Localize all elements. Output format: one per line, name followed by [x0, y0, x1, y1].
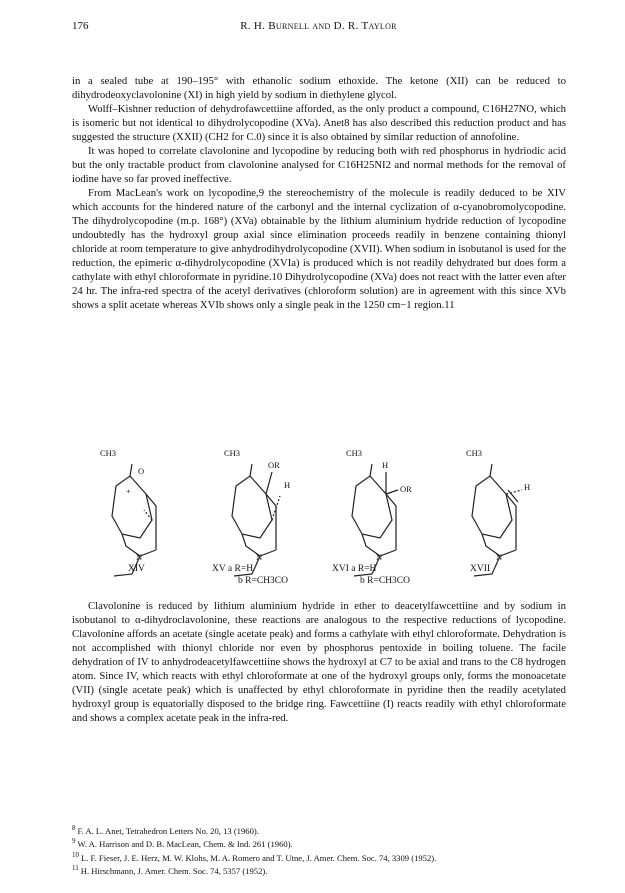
footnote-mark: 10	[72, 850, 79, 859]
label-hydrogen: H	[284, 480, 291, 490]
label-hydrogen: H	[382, 460, 389, 470]
label-or: OR	[268, 460, 280, 470]
caption-xv-b: b R=CH3CO	[238, 576, 288, 586]
caption-xv-a: XV a R=H	[212, 564, 254, 574]
structure-drawings	[100, 446, 560, 586]
footnote	[72, 836, 566, 849]
footnote-text: H. Hirschmann, J. Amer. Chem. Soc. 74, 5357 (1952).	[80, 865, 268, 876]
footnote	[72, 863, 566, 876]
label-ch3: CH3	[100, 448, 117, 458]
label-ch3: CH3	[346, 448, 363, 458]
paragraph: in a sealed tube at 190–195° with ethanolic sodium ethoxide. The ketone (XII) can be reduced to dihydrodeoxyclavolonine (XI) in high yield by sodium in diethylene glycol.	[72, 75, 566, 101]
page-header	[72, 20, 565, 36]
running-title: R. H. Burnell and D. R. Taylor	[240, 20, 397, 32]
body-text-lower	[72, 599, 566, 725]
label-ch3: CH3	[224, 448, 241, 458]
footnotes	[72, 823, 566, 876]
footnote-mark: 9	[72, 837, 76, 846]
caption-xvii: XVII	[470, 564, 491, 574]
page-number: 176	[72, 20, 89, 32]
caption-xvi-b: b R=CH3CO	[360, 576, 410, 586]
label-plus: +	[126, 486, 131, 496]
label-nitrogen: N	[376, 552, 383, 562]
label-nitrogen: N	[496, 552, 503, 562]
paragraph: Wolff–Kishner reduction of dehydrofawcettiine afforded, as the only product a compound, C16H27NO, which is isomeric but not identical to dihydrolycopodine (XVa). Anet8 has also described this reduction product and has suggested the structure (XXII) (CH2 for C.0) since it is also obtained by similar reduction of annofoline.	[72, 103, 566, 143]
chemical-structures-figure	[100, 446, 560, 586]
footnote-text: W. A. Harrison and D. B. MacLean, Chem. & Ind. 261 (1960).	[77, 839, 293, 850]
body-text-upper	[72, 74, 566, 312]
label-oxygen: O	[138, 466, 145, 476]
footnote	[72, 850, 566, 863]
footnote-text: F. A. L. Anet, Tetrahedron Letters No. 20, 13 (1960).	[77, 825, 259, 836]
footnote	[72, 823, 566, 836]
paragraph: It was hoped to correlate clavolonine and lycopodine by reducing both with red phosphorus in hydriodic acid but the only tractable product from clavolonine analysed for C16H25NI2 and normal methods for the removal of iodine have so far proved ineffective.	[72, 145, 566, 185]
label-nitrogen: N	[256, 552, 263, 562]
footnote-mark: 8	[72, 824, 76, 832]
caption-xiv: XIV	[128, 564, 145, 574]
structure-xiv	[112, 464, 156, 576]
label-nitrogen: N	[136, 552, 143, 562]
caption-xvi-a: XVI a R=H	[332, 564, 377, 574]
paragraph: From MacLean's work on lycopodine,9 the stereochemistry of the molecule is readily deduced to be XIV which accounts for the hindered nature of the carbonyl and the internal cyclization of α-cyanobromolycopodine. The dihydrolycopodine (m.p. 168°) (XVa) obtainable by the lithium aluminium hydride reduction of lycopodine undoubtedly has the hydroxyl group axial since elimination proceeds readily in benzene containing thionyl chloride at room temperature to give anhydrodihydrolycopodine (XVII). When sodium in isobutanol is used for the reduction, the epimeric α-dihydrolycopodine (XVIa) is produced which is not readily dehydrated but does form a cathylate with ethyl chloroformate in pyridine.10 Dihydrolycopodine (XVa) does not react with the latter even after 24 hr. The infra-red spectra of the acetyl derivatives (chloroform solution) are in agreement with this since XVb shows a split acetate whereas XVIb shows only a single peak in the 1250 cm−1 region.11	[72, 187, 566, 311]
footnote-text: L. F. Fieser, J. E. Herz, M. W. Klohs, M. A. Romero and T. Utne, J. Amer. Chem. Soc. 74, 3309 (1952).	[81, 852, 437, 863]
label-hydrogen: H	[524, 482, 531, 492]
label-or: OR	[400, 484, 412, 494]
structure-xvi	[352, 464, 398, 576]
footnote-mark: 11	[72, 864, 79, 873]
label-ch3: CH3	[466, 448, 483, 458]
paragraph: Clavolonine is reduced by lithium aluminium hydride in ether to deacetylfawcettiine and by sodium in isobutanol to α-dihydroclavolonine, these reactions are analogous to the respective reductions of lycopodine. Clavolonine affords an acetate (single acetate peak) and forms a cathylate with ethyl chloroformate. Dehydration is not accomplished with thionyl chloride nor even by phosphorus pentoxide in boiling toluene. The facile dehydration of IV to anhydrodeacetylfawcettiine shows the hydroxyl at C7 to be axial and trans to the C8 hydrogen atom. Since IV, which reacts with ethyl chloroformate at one of the hydroxyl groups only, forms the monoacetate (VII) (single acetate peak) which is unaffected by ethyl chloroformate in pyridine then the readily acetylated hydroxyl group is equatorially disposed to the bridge ring. Fawcettiine (I) reacts readily with ethyl chloroformate and shows a complex acetate peak in the infra-red.	[72, 600, 566, 724]
